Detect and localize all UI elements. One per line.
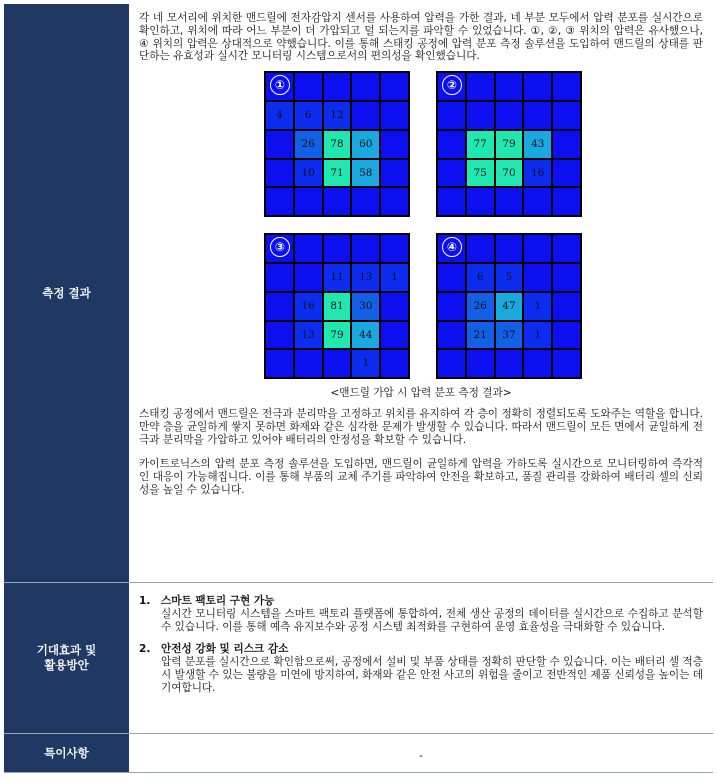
- pressure-cell: [553, 131, 580, 158]
- pressure-cell: [467, 235, 494, 262]
- pressure-cell: [438, 350, 465, 377]
- pressure-cell: [352, 73, 379, 100]
- effects-row: [4, 583, 713, 734]
- pressure-cell: [324, 350, 351, 377]
- pressure-cell: 1: [524, 293, 551, 320]
- pressure-cell: [524, 188, 551, 215]
- measurement-paragraph-2: 스태킹 공정에서 맨드릴은 전극과 분리막을 고정하고 위치를 유지하여 각 층이 정확히 정렬되도록 도와주는 역할을 합니다. 만약 층을 균일하게 쌓지 못하면 화재와 같은 심각한 문제가 발생할 수 있습니다. 따라서 맨드릴이 모든 면에서 균일하게 전극과 분리막을 가압하고 있어야 배터리의 안정성을 확보할 수 있습니다.: [139, 407, 703, 446]
- pressure-grid-3: [264, 233, 410, 379]
- report-table: [4, 4, 713, 773]
- pressure-cell: 75: [467, 160, 494, 187]
- pressure-cell: [438, 160, 465, 187]
- pressure-cell: [381, 322, 408, 349]
- pressure-cell: 16: [524, 160, 551, 187]
- effect-item-body: 실시간 모니터링 시스템을 스마트 팩토리 플랫폼에 통합하여, 전체 생산 공정의 데이터를 실시간으로 수집하고 분석할 수 있습니다. 이를 통해 예측 유지보수와 공정 시스템 최적화를 구현하여 운영 효율성을 극대화할 수 있습니다.: [161, 607, 703, 633]
- pressure-grid-4: [436, 233, 582, 379]
- pressure-cell: 1: [524, 322, 551, 349]
- measurement-paragraph-3: 카이트로닉스의 압력 분포 측정 솔루션을 도입하면, 맨드릴이 균일하게 압력을 가하도록 실시간으로 모니터링하여 즉각적인 대응이 가능해집니다. 이를 통해 부품의 교체 주기를 파악하여 안전을 확보하고, 품질 관리를 강화하여 배터리 셀의 신뢰성을 높일 수 있습니다.: [139, 458, 703, 496]
- pressure-cell: [496, 188, 523, 215]
- effects-header-line-1: 기대효과 및: [36, 643, 97, 657]
- pressure-cell: [496, 235, 523, 262]
- pressure-cell: 26: [295, 131, 322, 158]
- pressure-cell: 71: [324, 160, 351, 187]
- pressure-cell: [553, 160, 580, 187]
- pressure-cell: 44: [352, 322, 379, 349]
- measurement-header: 측정 결과: [4, 4, 129, 582]
- pressure-cell: [295, 188, 322, 215]
- pressure-cell: 16: [295, 293, 322, 320]
- pressure-cell: [324, 188, 351, 215]
- pressure-cell: 78: [324, 131, 351, 158]
- pressure-cell: [381, 188, 408, 215]
- pressure-cell: [266, 264, 293, 291]
- pressure-cell: 30: [352, 293, 379, 320]
- pressure-cell: [352, 188, 379, 215]
- pressure-cell: [266, 293, 293, 320]
- pressure-cell: [524, 235, 551, 262]
- pressure-cell: [295, 264, 322, 291]
- pressure-cell: [324, 235, 351, 262]
- pressure-cell: 77: [467, 131, 494, 158]
- pressure-cell: [553, 102, 580, 129]
- pressure-cell: [295, 350, 322, 377]
- pressure-cell: [553, 264, 580, 291]
- pressure-cell: [381, 293, 408, 320]
- pressure-cell: [438, 102, 465, 129]
- pressure-cell: [381, 350, 408, 377]
- pressure-cell: [381, 160, 408, 187]
- pressure-cell: [324, 73, 351, 100]
- pressure-cell: [266, 131, 293, 158]
- pressure-cell: 1: [352, 350, 379, 377]
- notes-row: [4, 734, 713, 773]
- pressure-cell: 26: [467, 293, 494, 320]
- pressure-cell: [295, 235, 322, 262]
- pressure-cell: 12: [324, 102, 351, 129]
- pressure-cell: [438, 293, 465, 320]
- pressure-cell: [496, 73, 523, 100]
- pressure-cell: 4: [266, 102, 293, 129]
- pressure-cell: [496, 350, 523, 377]
- pressure-cell: 11: [324, 264, 351, 291]
- effect-item-number: 1.: [139, 595, 151, 607]
- pressure-cell: [467, 350, 494, 377]
- pressure-cell: [438, 188, 465, 215]
- pressure-cell: 47: [496, 293, 523, 320]
- pressure-cell: [266, 188, 293, 215]
- pressure-cell: [467, 102, 494, 129]
- pressure-cell: 43: [524, 131, 551, 158]
- grid-label-badge: ④: [442, 237, 462, 257]
- pressure-cell: 79: [324, 322, 351, 349]
- pressure-cell: [381, 73, 408, 100]
- pressure-grid-1: [264, 71, 410, 217]
- grid-label-badge: ②: [442, 75, 462, 95]
- notes-header: 특이사항: [4, 734, 129, 772]
- pressure-cell: [553, 322, 580, 349]
- pressure-cell: 58: [352, 160, 379, 187]
- pressure-cell: 70: [496, 160, 523, 187]
- grid-label-badge: ①: [270, 75, 290, 95]
- effect-item-2: [139, 643, 703, 694]
- effects-header-line-2: 활용방안: [44, 658, 89, 672]
- pressure-cell: [266, 160, 293, 187]
- pressure-cell: [524, 350, 551, 377]
- pressure-cell: [295, 73, 322, 100]
- pressure-grids: [139, 63, 703, 385]
- pressure-cell: [496, 102, 523, 129]
- figure-caption: <맨드릴 가압 시 압력 분포 측정 결과>: [330, 387, 512, 400]
- pressure-cell: [553, 188, 580, 215]
- effect-item-number: 2.: [139, 643, 151, 656]
- pressure-cell: 6: [467, 264, 494, 291]
- pressure-cell: [524, 73, 551, 100]
- pressure-cell: [381, 102, 408, 129]
- effect-item-body: 압력 분포를 실시간으로 확인함으로써, 공정에서 설비 및 부품 상태를 정확히 판단할 수 있습니다. 이는 배터리 셀 적층 시 발생할 수 있는 불량을 미연에 방지하여, 화재와 같은 안전 사고의 위험을 줄이고 전반적인 제품 신뢰성을 높이는 데 기여합니다.: [161, 656, 703, 694]
- pressure-cell: [352, 235, 379, 262]
- pressure-cell: [467, 188, 494, 215]
- pressure-cell: [553, 350, 580, 377]
- pressure-grid-2: [436, 71, 582, 217]
- effect-item-1: [139, 595, 703, 633]
- pressure-cell: [381, 131, 408, 158]
- notes-value: -: [419, 750, 423, 762]
- effects-header: [4, 583, 129, 733]
- pressure-cell: 13: [352, 264, 379, 291]
- pressure-cell: 1: [381, 264, 408, 291]
- pressure-cell: [553, 293, 580, 320]
- pressure-cell: 37: [496, 322, 523, 349]
- effect-item-title: 안전성 강화 및 리스크 감소: [161, 643, 289, 656]
- pressure-cell: [467, 73, 494, 100]
- pressure-cell: 81: [324, 293, 351, 320]
- pressure-cell: [524, 264, 551, 291]
- pressure-cell: [438, 322, 465, 349]
- effect-item-title: 스마트 팩토리 구현 가능: [161, 595, 275, 607]
- pressure-cell: [553, 73, 580, 100]
- measurement-row: [4, 4, 713, 583]
- grid-label-badge: ③: [270, 237, 290, 257]
- pressure-cell: [524, 102, 551, 129]
- pressure-cell: 5: [496, 264, 523, 291]
- pressure-cell: 10: [295, 160, 322, 187]
- pressure-cell: [266, 350, 293, 377]
- pressure-cell: [553, 235, 580, 262]
- measurement-intro: 각 네 모서리에 위치한 맨드릴에 전자감압지 센서를 사용하여 압력을 가한 결과, 네 부분 모두에서 압력 분포를 실시간으로 확인하고, 위치에 따라 어느 부분이 더 가압되고 덜 되는지를 파악할 수 있었습니다. ①, ②, ③ 위치의 압력은 유사했으나, ④ 위치의 압력은 상대적으로 약했습니다. 이를 통해 스태킹 공정에 압력 분포 측정 솔루션을 도입하여 맨드릴의 상태를 판단하는 유효성과 실시간 모니터링 시스템으로서의 편의성을 확인했습니다.: [139, 12, 703, 63]
- pressure-cell: 13: [295, 322, 322, 349]
- pressure-cell: 21: [467, 322, 494, 349]
- pressure-cell: [352, 102, 379, 129]
- pressure-cell: 60: [352, 131, 379, 158]
- pressure-cell: 6: [295, 102, 322, 129]
- pressure-cell: [438, 264, 465, 291]
- pressure-cell: [438, 131, 465, 158]
- pressure-cell: 79: [496, 131, 523, 158]
- pressure-cell: [266, 322, 293, 349]
- pressure-cell: [381, 235, 408, 262]
